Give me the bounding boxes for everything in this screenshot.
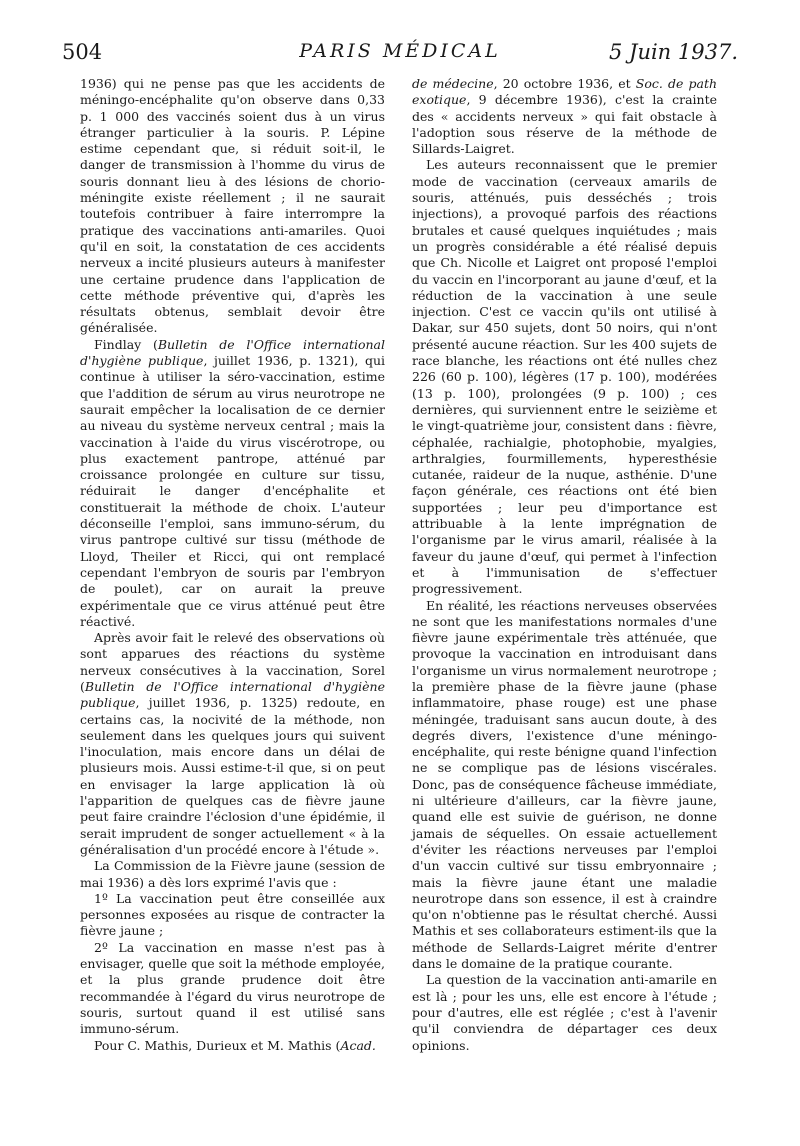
paragraph: Pour C. Mathis, Durieux et M. Mathis (Acad. xyxy=(94,1037,376,1053)
citation-italic: Acad. xyxy=(340,1037,376,1053)
citation-italic: Soc. de path exotique xyxy=(412,76,718,108)
paragraph: 1936) qui ne pense pas que les accidents de méningo-encéphalite qu'on observe dans 0,33 p. 1 000 des vaccinés soient dus à un virus étranger particulier à la souris. P. Lépine estime cependant que, si réduit soit-il, le danger de transmission à l'homme du virus de souris donnant lieu à des lésions de chorio-méningite existe réellement ; il ne saurait toutefois contribuer à faire interrompre la pratique des vaccinations anti-amariles. Quoi qu'il en soit, la constatation de ces accidents nerveux a incité plusieurs auteurs à manifester une certaine prudence dans l'application de cette méthode préventive qui, d'après les résultats obtenus, semblait devoir être généralisée. xyxy=(80,76,385,336)
journal-title: PARIS MÉDICAL xyxy=(299,40,501,62)
citation-italic: Bulletin de l'Office international d'hygiène publique xyxy=(80,336,385,369)
left-column xyxy=(80,76,385,1054)
citation-italic: de médecine xyxy=(412,76,494,91)
paragraph: 1º La vaccination peut être conseillée aux personnes exposées au risque de contracter la fièvre jaune ; xyxy=(80,890,385,939)
page-number: 504 xyxy=(62,40,103,64)
paragraph: de médecine, 20 octobre 1936, et Soc. de path exotique, 9 décembre 1936), c'est la crainte des « accidents nerveux » qui fait obstacle à l'adoption sous réserve de la méthode de Sillards-Laigret. xyxy=(412,76,718,157)
paragraph: En réalité, les réactions nerveuses observées ne sont que les manifestations normales d'une fièvre jaune expérimentale très atténuée, que provoque la vaccination en introduisant dans l'organisme un virus normalement neurotrope ; la première phase de la fièvre jaune (phase inflammatoire, phase rouge) est une phase méningée, traduisant sans aucun doute, à des degrés divers, l'existence d'une méningo-encéphalite, qui reste bénigne quand l'infection ne se complique pas de lésions viscérales. Donc, pas de conséquence fâcheuse immédiate, ni ultérieure d'ailleurs, car la fièvre jaune, quand elle est suivie de guérison, ne donne jamais de séquelles. On essaie actuellement d'éviter les réactions nerveuses par l'emploi d'un vaccin cultivé sur tissu embryonnaire ; mais la fièvre jaune étant une maladie neurotrope dans son essence, il est à craindre qu'on n'obtienne pas le résultat cherché. Aussi Mathis et ses collaborateurs estiment-ils que la méthode de Sellards-Laigret mérite d'entrer dans le domaine de la pratique courante. xyxy=(412,597,717,972)
paragraph: 2º La vaccination en masse n'est pas à envisager, quelle que soit la méthode employée, et la plus grande prudence doit être recommandée à l'égard du virus neurotrope de souris, surtout quand il est utilisé sans immuno-sérum. xyxy=(80,939,385,1037)
paragraph: La question de la vaccination anti-amarile en est là ; pour les uns, elle est encore à l'étude ; pour d'autres, elle est réglée ; c'est à l'avenir qu'il conviendra de départager ces deux opinions. xyxy=(412,972,717,1053)
issue-date: 5 Juin 1937. xyxy=(608,40,738,64)
citation-italic: Bulletin de l'Office international d'hygiène publique xyxy=(80,678,385,711)
paragraph: Après avoir fait le relevé des observations où sont apparues des réactions du système nerveux consécutives à la vaccination, Sorel (Bulletin de l'Office international d'hygiène publique, juillet 1936, p. 1325) redoute, en certains cas, la nocivité de la méthode, non seulement dans les quelques jours qui suivent l'inoculation, mais encore dans un délai de plusieurs mois. Aussi estime-t-il que, si on peut en envisager la large application là où l'apparition de quelques cas de fièvre jaune peut faire craindre l'éclosion d'une épidémie, il serait imprudent de songer actuellement « à la généralisation d'un procédé encore à l'étude ». xyxy=(80,630,385,857)
paragraph: Findlay (Bulletin de l'Office international d'hygiène publique, juillet 1936, p. 1321), qui continue à utiliser la séro-vaccination, estime que l'addition de sérum au virus neurotrope ne saurait empêcher la localisation de ce dernier au niveau du système nerveux central ; mais la vaccination à l'aide du virus viscérotrope, ou plus exactement pantrope, atténué par croissance prolongée en culture sur tissu, réduirait le danger d'encéphalite et constituerait la méthode de choix. L'auteur déconseille l'emploi, sans immuno-sérum, du virus pantrope cultivé sur tissu (méthode de Lloyd, Theiler et Ricci, qui ont remplacé cependant l'embryon de souris par l'embryon de poulet), car on aurait la preuve expérimentale que ce virus atténué peut être réactivé. xyxy=(80,336,385,629)
right-column xyxy=(412,76,717,1054)
paragraph: La Commission de la Fièvre jaune (session de mai 1936) a dès lors exprimé l'avis que : xyxy=(80,858,385,890)
paragraph: Les auteurs reconnaissent que le premier mode de vaccination (cerveaux amarils de souris, atténués, puis desséchés ; trois injections), a provoqué parfois des réactions brutales et causé quelques inquiétudes ; mais un progrès considérable a été réalisé depuis que Ch. Nicolle et Laigret ont proposé l'emploi du vaccin en l'incorporant au jaune d'œuf, et la réduction de la vaccination à une seule injection. C'est ce vaccin qu'ils ont utilisé à Dakar, sur 450 sujets, dont 50 noirs, qui n'ont présenté aucune réaction. Sur les 400 sujets de race blanche, les réactions ont été nulles chez 226 (60 p. 100), légères (17 p. 100), modérées (13 p. 100), prolongées (9 p. 100) ; ces dernières, qui surviennent entre le seizième et le vingt-quatrième jour, consistent dans : fièvre, céphalée, rachialgie, photophobie, myalgies, arthralgies, fourmillements, hyperesthésie cutanée, raideur de la nuque, asthénie. D'une façon générale, ces réactions ont été bien supportées ; leur peu d'importance est attribuable à la lente imprégnation de l'organisme par le virus amaril, réalisée à la faveur du jaune d'œuf, qui permet à l'infection et à l'immunisation de s'effectuer progressivement. xyxy=(412,157,717,597)
running-header xyxy=(62,38,738,72)
